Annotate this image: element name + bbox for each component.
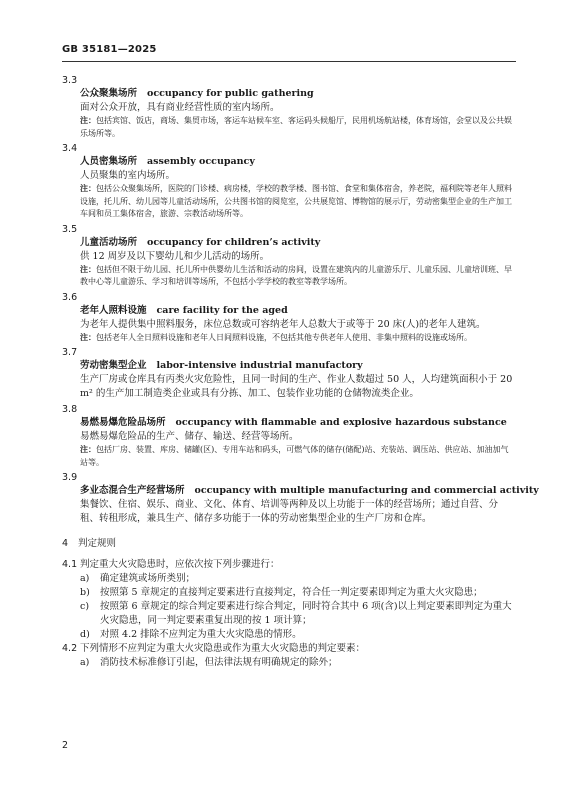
section-number: 4 <box>62 538 69 549</box>
term-definition: 供 12 周岁及以下婴幼儿和少儿活动的场所。 <box>80 250 270 262</box>
term-definition: 集餐饮、住宿、娱乐、商业、文化、体育、培训等两种及以上功能于一体的经营场所；通过自营、分租、转租形成，兼具生产、储存多功能于一体的劳动密集型企业的生产厂房和仓库。 <box>80 499 499 524</box>
term-en: care facility for the aged <box>156 304 288 316</box>
item-text: 确定建筑或场所类别； <box>100 573 196 584</box>
list-item <box>62 572 516 586</box>
list-item <box>62 656 516 670</box>
item-text: 消防技术标准修订引起，但法律法规有明确规定的除外； <box>100 657 338 668</box>
note-text: 包括老年人全日照料设施和老年人日间照料设施，不包括其他专供老年人使用、非集中照料的设施或场所。 <box>96 332 472 342</box>
term-entry-3-8 <box>62 403 516 469</box>
entry-number: 3.5 <box>62 223 78 235</box>
entry-number: 3.3 <box>62 75 78 86</box>
term-en: labor-intensive industrial manufactory <box>156 360 363 371</box>
entry-number: 3.8 <box>62 404 78 415</box>
term-en: occupancy with multiple manufacturing and commercial activity <box>194 485 539 496</box>
list-item <box>62 586 516 600</box>
term-en: assembly occupancy <box>147 156 255 167</box>
item-label: a) <box>80 657 90 668</box>
term-title <box>80 155 516 169</box>
clause-number: 4.1 <box>62 559 78 570</box>
note-text: 包括但不限于幼儿园、托儿所中供婴幼儿生活和活动的房间，设置在建筑内的儿童游乐厅、儿童乐园、儿童培训班、早教中心等儿童游乐、学习和培训等场所，不包括小学学校的教室等教学场所。 <box>80 264 512 286</box>
list-item <box>62 628 516 642</box>
term-note <box>80 264 516 289</box>
note-label: 注： <box>80 116 96 125</box>
term-entry-3-9 <box>62 471 539 526</box>
clause-number: 4.2 <box>62 643 78 654</box>
entry-number: 3.6 <box>62 291 78 303</box>
term-title <box>80 87 516 101</box>
note-label: 注： <box>80 184 96 193</box>
clause-text: 判定重大火灾隐患时，应依次按下列步骤进行： <box>80 559 280 570</box>
term-zh: 易燃易爆危险品场所 <box>80 417 166 428</box>
term-definition: 生产厂房或仓库具有丙类火灾危险性，且同一时间的生产、作业人数超过 50 人，人均建筑面积小于 20 m² 的生产加工制造类企业或具有分拣、加工、包装作业功能的仓储物流类企业。 <box>80 374 513 399</box>
term-zh: 儿童活动场所 <box>80 236 138 248</box>
term-zh: 劳动密集型企业 <box>80 360 147 371</box>
clause-4-1 <box>62 558 516 572</box>
term-entry-3-5 <box>62 223 516 289</box>
term-zh: 公众聚集场所 <box>80 88 138 99</box>
term-note <box>80 332 516 345</box>
term-entry-3-6 <box>62 291 516 345</box>
item-label: b) <box>80 587 90 598</box>
term-note <box>80 444 516 469</box>
term-entry-3-7 <box>62 346 516 401</box>
term-definition: 面对公众开放，具有商业经营性质的室内场所。 <box>80 102 280 113</box>
term-note <box>80 183 516 221</box>
page-number: 2 <box>62 740 69 751</box>
item-label: d) <box>80 629 90 640</box>
item-label: a) <box>80 573 90 584</box>
term-definition: 易燃易爆危险品的生产、储存、输送、经营等场所。 <box>80 431 299 442</box>
term-zh: 人员密集场所 <box>80 156 138 167</box>
term-en: occupancy with flammable and explosive hazardous substance <box>175 417 507 428</box>
note-text: 包括厂房、装置、库房、储罐(区)、专用车站和码头，可燃气体的储存(储配)站、充装站、调压站、供应站、加油加气站等。 <box>80 445 509 467</box>
section-title: 判定规则 <box>78 538 117 549</box>
term-title <box>80 236 516 250</box>
term-definition: 为老年人提供集中照料服务，床位总数或可容纳老年人总数大于或等于 20 床(人)的老年人建筑。 <box>80 318 486 330</box>
term-note <box>80 115 516 140</box>
header-rule <box>62 61 516 62</box>
term-title <box>80 484 539 498</box>
item-text: 按照第 6 章规定的综合判定要素进行综合判定，同时符合其中 6 项(含)以上判定要素即判定为重大火灾隐患，同一判定要素重复出现的按 1 项计算； <box>100 601 512 626</box>
term-title <box>80 359 516 373</box>
term-en: occupancy for children’s activity <box>147 236 321 248</box>
term-en: occupancy for public gathering <box>147 88 314 99</box>
note-label: 注： <box>80 264 96 274</box>
list-item <box>62 600 516 628</box>
item-text: 对照 4.2 排除不应判定为重大火灾隐患的情形。 <box>100 629 302 640</box>
page-content <box>62 74 539 670</box>
section-heading <box>62 537 516 550</box>
note-text: 包括宾馆、饭店，商场、集贸市场，客运车站候车室、客运码头候船厅，民用机场航站楼，体育场馆，会堂以及公共娱乐场所等。 <box>80 116 512 138</box>
clause-text: 下列情形不应判定为重大火灾隐患或作为重大火灾隐患的判定要素： <box>80 643 366 654</box>
entry-number: 3.7 <box>62 347 78 358</box>
item-text: 按照第 5 章规定的直接判定要素进行直接判定，符合任一判定要素即判定为重大火灾隐患； <box>100 587 483 598</box>
term-zh: 多业态混合生产经营场所 <box>80 485 185 496</box>
note-text: 包括公众聚集场所，医院的门诊楼、病房楼，学校的教学楼、图书馆、食堂和集体宿舍，养老院，福利院等老年人照料设施，托儿所、幼儿园等儿童活动场所，公共图书馆的阅览室，公共展览馆、博物馆的展示厅，劳动密集型企业的生产加工车间和员工集体宿舍，旅游、宗教活动场所等。 <box>80 184 512 218</box>
term-definition: 人员聚集的室内场所。 <box>80 170 176 181</box>
entry-number: 3.4 <box>62 143 78 154</box>
term-entry-3-4 <box>62 142 516 221</box>
clause-4-2 <box>62 642 516 656</box>
term-entry-3-3 <box>62 74 516 140</box>
entry-number: 3.9 <box>62 472 78 483</box>
term-title <box>80 416 516 430</box>
standard-number: GB 35181—2025 <box>62 44 157 55</box>
term-title <box>80 304 516 318</box>
note-label: 注： <box>80 332 96 342</box>
term-zh: 老年人照料设施 <box>80 304 147 316</box>
item-label: c) <box>80 601 90 612</box>
note-label: 注： <box>80 445 96 454</box>
